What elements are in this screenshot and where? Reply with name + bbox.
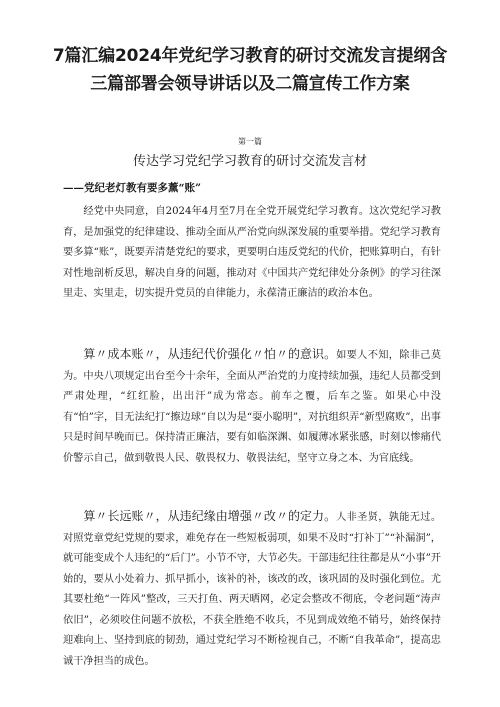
article-title: 传达学习党纪学习教育的研讨交流发言材	[132, 154, 367, 169]
paragraph-text: 经党中央同意，自2024年4月至7月在全党开展党纪学习教育。这次党纪学习教育，是加强党的纪律建设、推动全面从严治党向纵深发展的重要举措。党纪学习教育要多算“账”，既要弄清楚党纪的要求，更要明白违反党纪的代价，把账算明白，有针对性地剖析反思，解决自身的问题，推动对《中国共产党纪律处分条例》的学习往深里走、实里走，切实提升党员的自律能力，永葆清正廉洁的政治本色。	[63, 206, 441, 299]
paragraph-lead-heading: 算〃成本账〃，从违纪代价强化〃怕〃的意识。	[83, 347, 337, 361]
document-title-line-2: 三篇部署会领导讲话以及二篇宣传工作方案	[90, 74, 410, 94]
paragraph-text: 如要人不知，除非己莫为。中央八项规定出台至今十余年，全面从严治党的力度持续加强，违纪人员都受到严肃处理，“红红脸，出出汗”成为常态。前车之覆，后车之鉴。如果心中没有“怕”字，目无法纪打“擦边球”自以为是“耍小聪明”，对抗组织弄“新型腐败”，出事只是时间早晚而已。保持清正廉洁，要有如临深渊、如履薄冰紧张感，时刻以惨痛代价警示自己，做到敬畏人民、敬畏权力、敬畏法纪，坚守立身之本、为官底线。	[63, 350, 442, 464]
paragraph-intro	[63, 202, 441, 305]
paragraph-cost-account	[63, 344, 441, 469]
paragraph-long-term-account	[63, 506, 441, 672]
paragraph-lead-heading: 算〃长远账〃，从违纪缘由增强〃改〃的定力。	[83, 509, 337, 523]
section-label: 第一篇	[238, 137, 262, 146]
paragraph-text: 人非圣贤，孰能无过。对照党章党纪党规的要求，难免存在一些短板弱项，如果不及时“打补丁”“补漏洞”，就可能变成个人违纪的“后门”。小节不守，大节必失。干部违纪往往都是从“小事”开始的，要从小处着力、抓早抓小，该补的补，该改的改，该巩固的及时强化到位。尤其要杜绝“一阵风”整改，三天打鱼、两天晒网，必定会整改不彻底，令老问题“涛声依旧”，必须咬住问题不放松，不获全胜绝不收兵，不见到成效绝不销号，始终保持迎难向上、坚持到底的韧劲，通过党纪学习不断检视自己，不断“自我革命”，提高忠诚干净担当的成色。	[63, 512, 442, 667]
document-title-line-1: 7篇汇编2024年党纪学习教育的研讨交流发言提纲含	[52, 46, 448, 66]
article-subtitle: ——党纪老灯教有要多薰“账”	[63, 182, 202, 194]
